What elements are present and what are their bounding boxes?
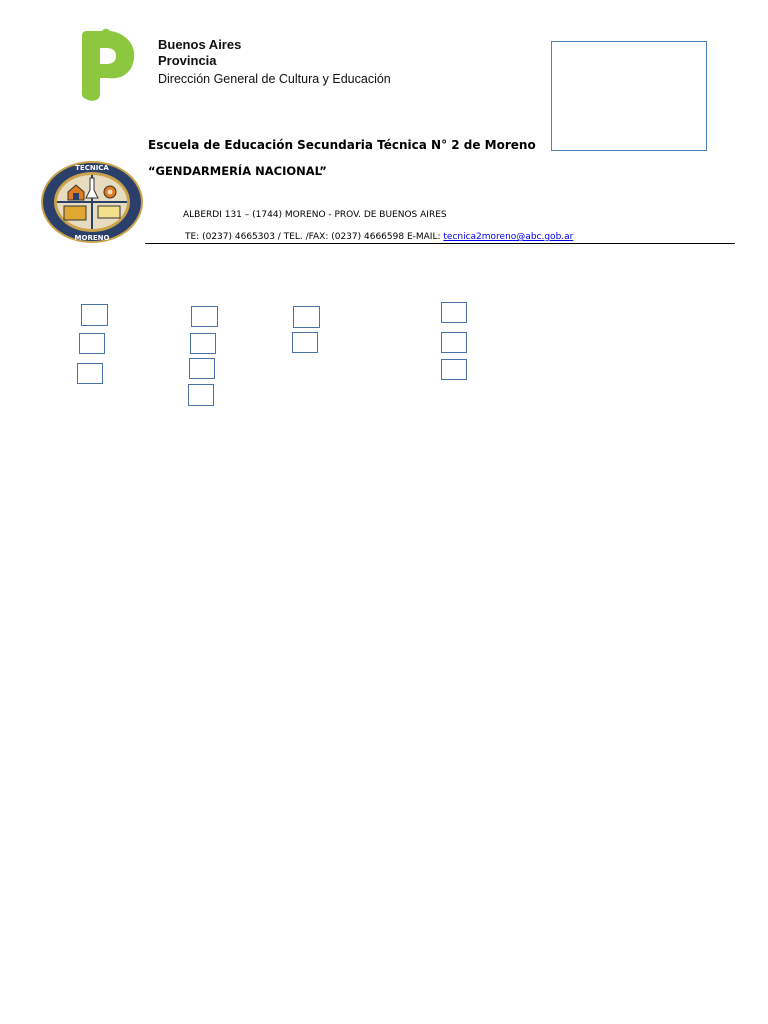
- checkbox[interactable]: [191, 306, 218, 327]
- province-name: Buenos Aires: [158, 37, 242, 52]
- checkbox[interactable]: [189, 358, 215, 379]
- emblem-top-text: TECNICA: [75, 164, 109, 172]
- school-contact: [185, 232, 573, 242]
- school-name: Escuela de Educación Secundaria Técnica N° 2 de Moreno: [148, 138, 536, 152]
- school-emblem: [40, 160, 144, 244]
- email-link[interactable]: tecnica2moreno@abc.gob.ar: [443, 232, 574, 242]
- checkbox[interactable]: [441, 332, 467, 353]
- school-motto: “GENDARMERÍA NACIONAL”: [148, 164, 327, 178]
- checkbox[interactable]: [190, 333, 216, 354]
- contact-phones: TE: (0237) 4665303 / TEL. /FAX: (0237) 4666598 E-MAIL:: [185, 232, 444, 242]
- checkbox[interactable]: [79, 333, 105, 354]
- checkbox[interactable]: [81, 304, 108, 326]
- directorate-name: Dirección General de Cultura y Educación: [158, 72, 391, 86]
- checkbox[interactable]: [441, 359, 467, 380]
- emblem-bottom-text: MORENO: [74, 234, 110, 242]
- photo-box: [551, 41, 707, 151]
- province-logo: [78, 28, 138, 102]
- province-label: Provincia: [158, 53, 217, 68]
- header-divider: [145, 243, 735, 244]
- checkbox[interactable]: [293, 306, 320, 328]
- checkbox[interactable]: [188, 384, 214, 406]
- checkbox[interactable]: [292, 332, 318, 353]
- checkbox[interactable]: [77, 363, 103, 384]
- school-address: ALBERDI 131 – (1744) MORENO - PROV. DE BUENOS AIRES: [183, 210, 447, 220]
- checkbox[interactable]: [441, 302, 467, 323]
